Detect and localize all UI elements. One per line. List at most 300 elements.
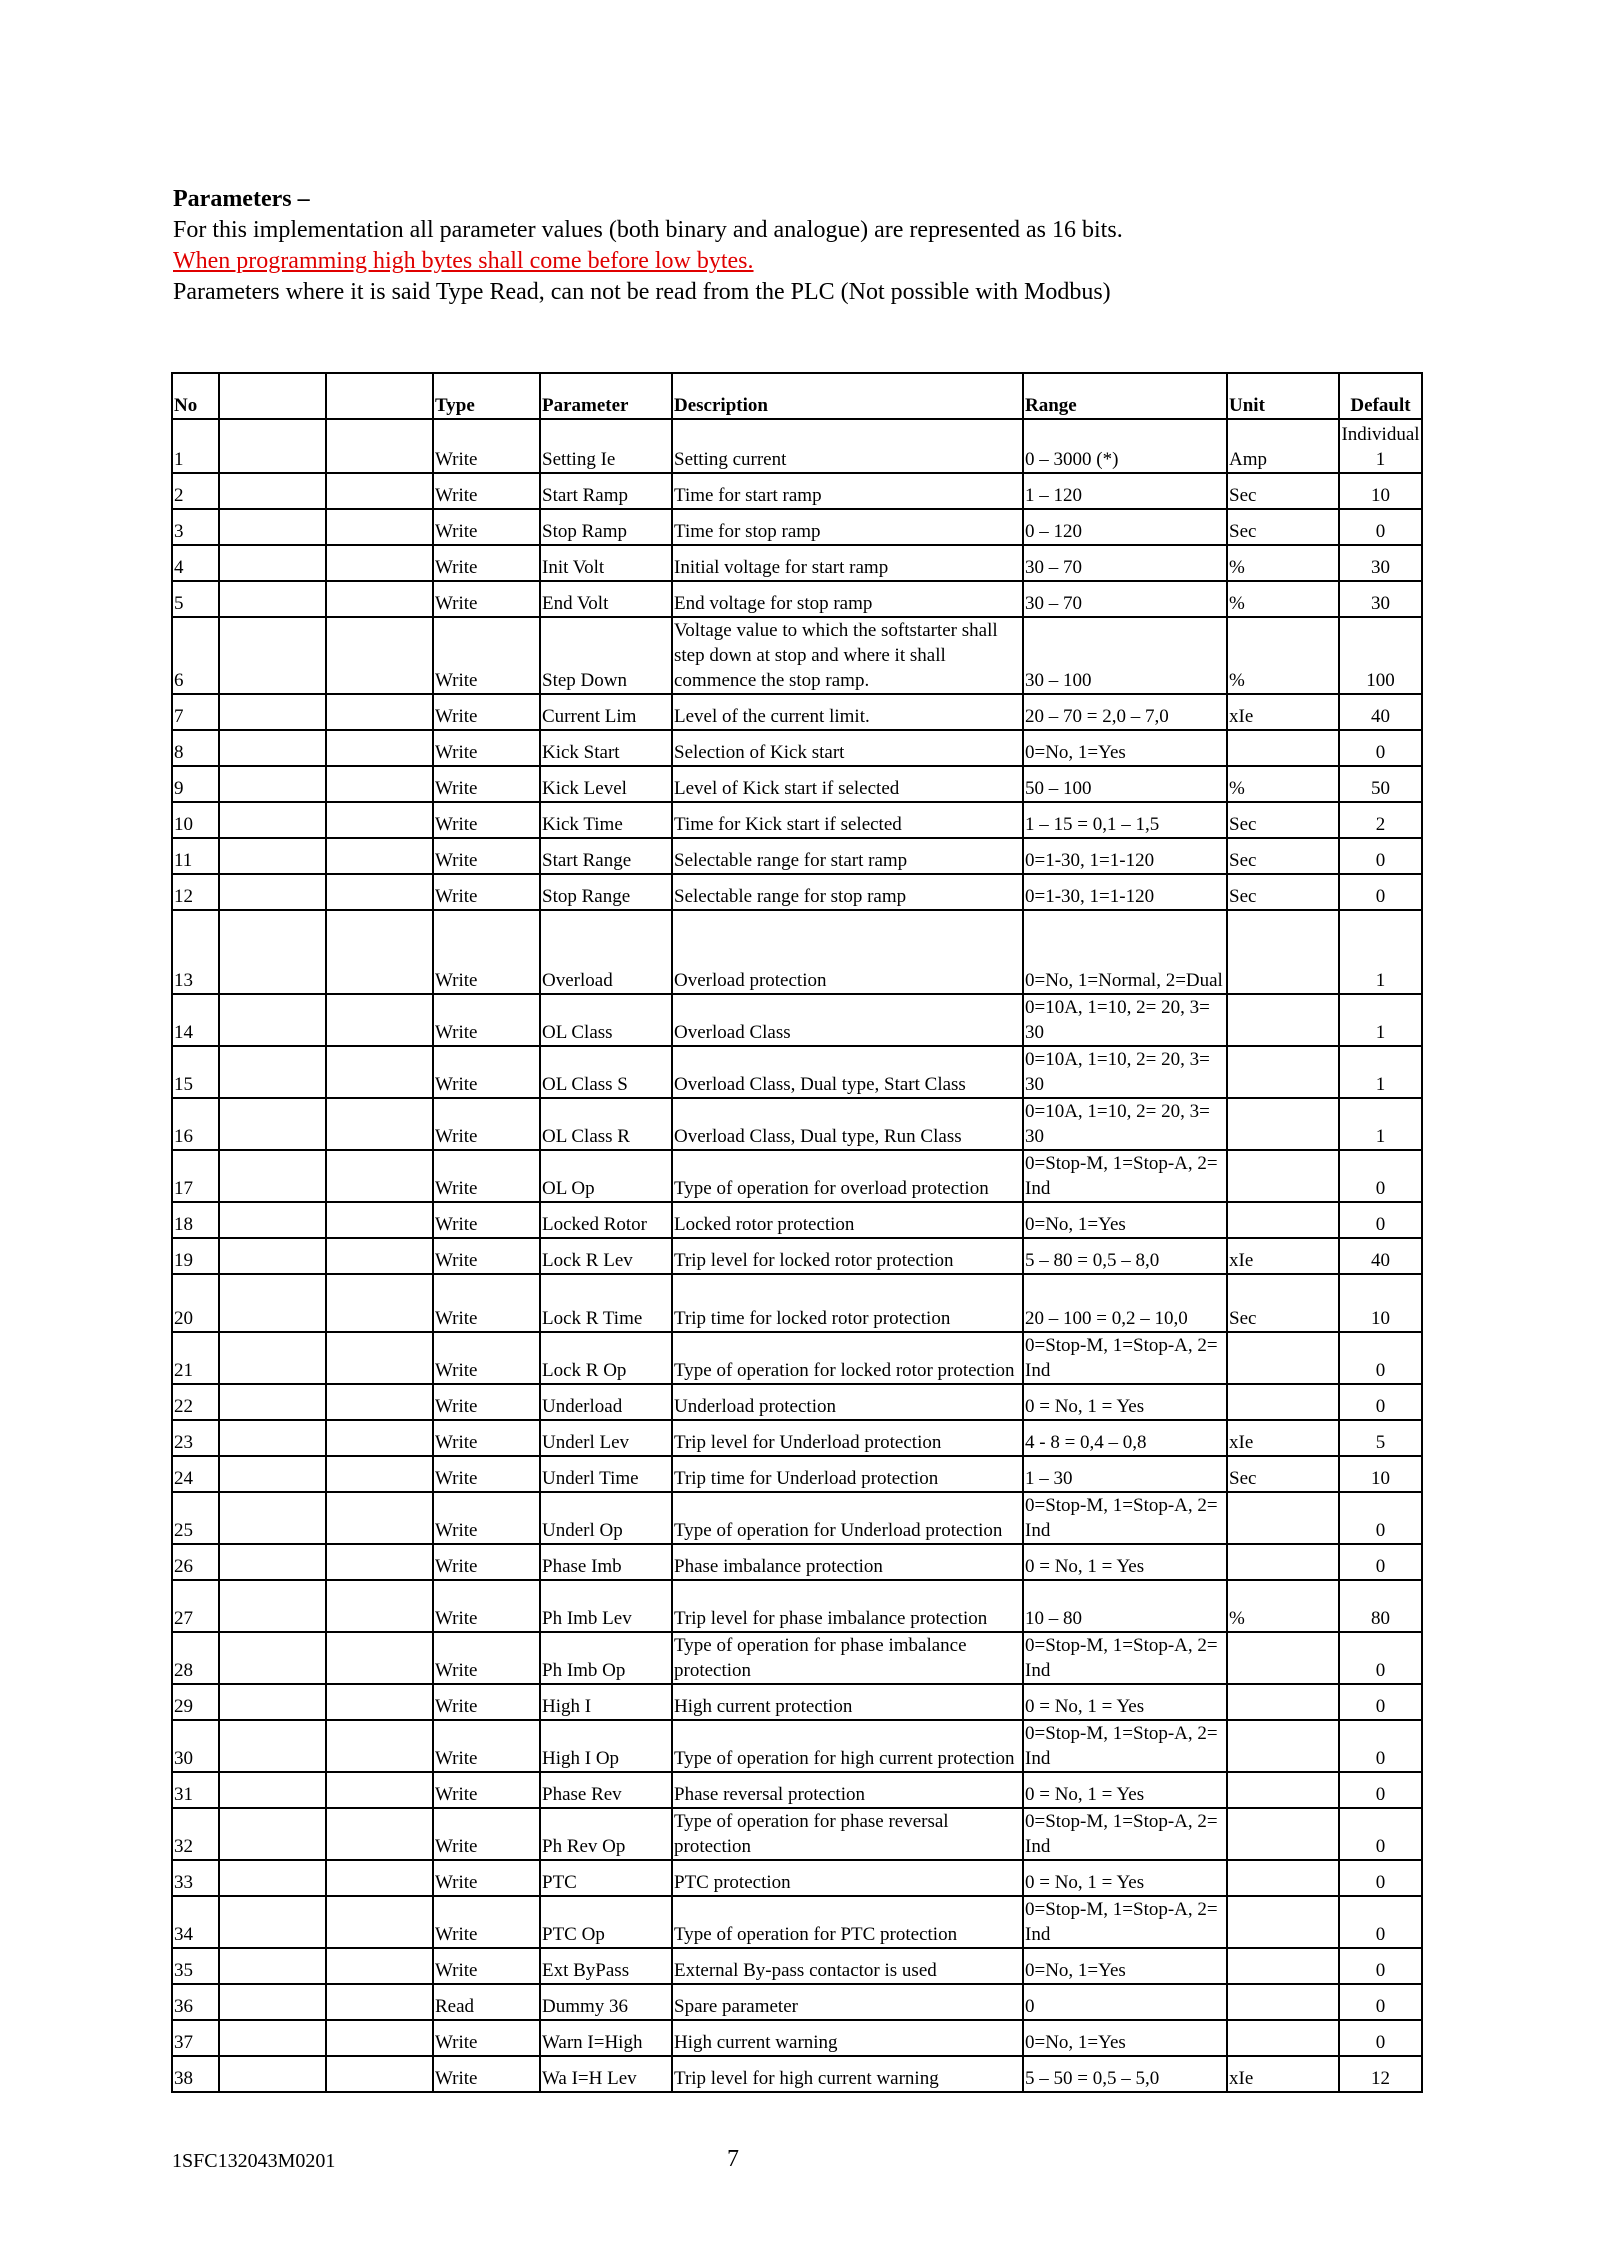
cell-range: 30 – 70: [1023, 581, 1227, 617]
cell-unit: %: [1227, 581, 1339, 617]
header-default: Default: [1339, 373, 1422, 419]
parameters-table: [171, 372, 1423, 2093]
cell-type: Write: [433, 1150, 540, 1202]
cell-blank: [219, 509, 326, 545]
cell-blank: [326, 2020, 433, 2056]
table-row: [172, 1384, 1422, 1420]
byte-order-warning: When programming high bytes shall come before low bytes.: [173, 248, 754, 274]
header-parameter: Parameter: [540, 373, 672, 419]
cell-blank: [219, 1948, 326, 1984]
cell-default: 0: [1339, 2020, 1422, 2056]
table-row: [172, 419, 1422, 473]
cell-default: Individual 1: [1339, 419, 1422, 473]
cell-blank: [219, 1984, 326, 2020]
cell-description: External By-pass contactor is used: [672, 1948, 1023, 1984]
cell-blank: [326, 1202, 433, 1238]
cell-parameter: Ph Imb Lev: [540, 1580, 672, 1632]
cell-blank: [326, 1860, 433, 1896]
cell-blank: [219, 1046, 326, 1098]
cell-no: 2: [172, 473, 219, 509]
cell-type: Write: [433, 2056, 540, 2092]
table-row: [172, 1632, 1422, 1684]
cell-blank: [326, 419, 433, 473]
cell-blank: [219, 1860, 326, 1896]
cell-blank: [326, 1150, 433, 1202]
cell-blank: [219, 1808, 326, 1860]
cell-range: 1 – 120: [1023, 473, 1227, 509]
cell-unit: %: [1227, 617, 1339, 694]
header-blank: [326, 373, 433, 419]
cell-blank: [219, 838, 326, 874]
cell-parameter: Lock R Op: [540, 1332, 672, 1384]
cell-blank: [326, 694, 433, 730]
cell-default: 40: [1339, 694, 1422, 730]
cell-type: Write: [433, 545, 540, 581]
table-row: [172, 1492, 1422, 1544]
cell-default: 0: [1339, 1632, 1422, 1684]
cell-type: Write: [433, 1720, 540, 1772]
cell-default: 0: [1339, 509, 1422, 545]
table-row: [172, 1580, 1422, 1632]
cell-type: Write: [433, 1772, 540, 1808]
cell-description: Type of operation for phase imbalance protection: [672, 1632, 1023, 1684]
cell-range: 0=No, 1=Yes: [1023, 730, 1227, 766]
cell-unit: [1227, 1984, 1339, 2020]
cell-no: 14: [172, 994, 219, 1046]
cell-description: Trip level for Underload protection: [672, 1420, 1023, 1456]
cell-unit: xIe: [1227, 694, 1339, 730]
cell-blank: [219, 617, 326, 694]
cell-parameter: Locked Rotor: [540, 1202, 672, 1238]
cell-type: Write: [433, 874, 540, 910]
cell-parameter: Kick Time: [540, 802, 672, 838]
cell-unit: [1227, 1684, 1339, 1720]
cell-no: 6: [172, 617, 219, 694]
cell-unit: %: [1227, 545, 1339, 581]
cell-description: Initial voltage for start ramp: [672, 545, 1023, 581]
cell-type: Read: [433, 1984, 540, 2020]
cell-unit: [1227, 1772, 1339, 1808]
cell-blank: [219, 1632, 326, 1684]
cell-parameter: PTC Op: [540, 1896, 672, 1948]
cell-default: 0: [1339, 1896, 1422, 1948]
cell-blank: [219, 1684, 326, 1720]
cell-no: 28: [172, 1632, 219, 1684]
cell-type: Write: [433, 1238, 540, 1274]
cell-blank: [326, 1684, 433, 1720]
cell-description: Overload Class, Dual type, Start Class: [672, 1046, 1023, 1098]
cell-no: 15: [172, 1046, 219, 1098]
cell-blank: [219, 545, 326, 581]
cell-blank: [326, 1948, 433, 1984]
cell-blank: [326, 1238, 433, 1274]
cell-no: 33: [172, 1860, 219, 1896]
cell-blank: [219, 1896, 326, 1948]
cell-blank: [219, 1202, 326, 1238]
cell-type: Write: [433, 1332, 540, 1384]
cell-default: 30: [1339, 545, 1422, 581]
cell-type: Write: [433, 2020, 540, 2056]
cell-description: Time for Kick start if selected: [672, 802, 1023, 838]
cell-parameter: Underload: [540, 1384, 672, 1420]
table-row: [172, 874, 1422, 910]
cell-default: 0: [1339, 1808, 1422, 1860]
cell-default: 0: [1339, 1544, 1422, 1580]
table-row: [172, 1274, 1422, 1332]
document-code: 1SFC132043M0201: [172, 2150, 336, 2172]
cell-no: 30: [172, 1720, 219, 1772]
intro-line-read-type: Parameters where it is said Type Read, can not be read from the PLC (Not possible with Modbus): [173, 279, 1111, 305]
cell-type: Write: [433, 994, 540, 1046]
cell-default: 40: [1339, 1238, 1422, 1274]
cell-no: 24: [172, 1456, 219, 1492]
cell-unit: [1227, 994, 1339, 1046]
cell-unit: Sec: [1227, 802, 1339, 838]
cell-description: Underload protection: [672, 1384, 1023, 1420]
cell-range: 4 - 8 = 0,4 – 0,8: [1023, 1420, 1227, 1456]
cell-parameter: Underl Time: [540, 1456, 672, 1492]
cell-description: Time for stop ramp: [672, 509, 1023, 545]
cell-blank: [326, 1772, 433, 1808]
cell-no: 10: [172, 802, 219, 838]
table-row: [172, 617, 1422, 694]
cell-no: 23: [172, 1420, 219, 1456]
cell-parameter: Ext ByPass: [540, 1948, 672, 1984]
header-unit: Unit: [1227, 373, 1339, 419]
cell-parameter: Setting Ie: [540, 419, 672, 473]
cell-blank: [219, 802, 326, 838]
cell-description: Type of operation for locked rotor protection: [672, 1332, 1023, 1384]
cell-blank: [326, 910, 433, 994]
table-row: [172, 766, 1422, 802]
table-row: [172, 1456, 1422, 1492]
table-header-row: [172, 373, 1422, 419]
cell-description: Level of Kick start if selected: [672, 766, 1023, 802]
cell-no: 25: [172, 1492, 219, 1544]
cell-parameter: Lock R Lev: [540, 1238, 672, 1274]
cell-description: Selectable range for start ramp: [672, 838, 1023, 874]
table-row: [172, 1238, 1422, 1274]
cell-default: 1: [1339, 994, 1422, 1046]
cell-parameter: High I: [540, 1684, 672, 1720]
cell-type: Write: [433, 1632, 540, 1684]
header-no: No: [172, 373, 219, 419]
cell-default: 0: [1339, 1860, 1422, 1896]
cell-default: 0: [1339, 1684, 1422, 1720]
cell-unit: [1227, 910, 1339, 994]
cell-default: 80: [1339, 1580, 1422, 1632]
cell-description: Type of operation for overload protection: [672, 1150, 1023, 1202]
cell-default: 0: [1339, 1202, 1422, 1238]
cell-no: 20: [172, 1274, 219, 1332]
cell-blank: [326, 1098, 433, 1150]
cell-range: 0=Stop-M, 1=Stop-A, 2= Ind: [1023, 1632, 1227, 1684]
cell-unit: [1227, 1332, 1339, 1384]
cell-type: Write: [433, 581, 540, 617]
cell-range: 0=No, 1=Yes: [1023, 2020, 1227, 2056]
cell-blank: [326, 838, 433, 874]
cell-description: Trip level for high current warning: [672, 2056, 1023, 2092]
cell-no: 11: [172, 838, 219, 874]
cell-type: Write: [433, 694, 540, 730]
cell-default: 0: [1339, 1720, 1422, 1772]
cell-default: 5: [1339, 1420, 1422, 1456]
cell-type: Write: [433, 802, 540, 838]
cell-description: Phase imbalance protection: [672, 1544, 1023, 1580]
cell-description: Type of operation for Underload protection: [672, 1492, 1023, 1544]
table-row: [172, 1808, 1422, 1860]
cell-blank: [326, 1274, 433, 1332]
cell-description: Trip time for locked rotor protection: [672, 1274, 1023, 1332]
cell-description: Overload Class: [672, 994, 1023, 1046]
cell-type: Write: [433, 1684, 540, 1720]
cell-description: Phase reversal protection: [672, 1772, 1023, 1808]
cell-parameter: Wa I=H Lev: [540, 2056, 672, 2092]
cell-parameter: Phase Rev: [540, 1772, 672, 1808]
cell-unit: [1227, 1098, 1339, 1150]
cell-default: 2: [1339, 802, 1422, 838]
cell-no: 18: [172, 1202, 219, 1238]
cell-parameter: Warn I=High: [540, 2020, 672, 2056]
cell-range: 10 – 80: [1023, 1580, 1227, 1632]
cell-blank: [219, 766, 326, 802]
cell-no: 35: [172, 1948, 219, 1984]
cell-parameter: Lock R Time: [540, 1274, 672, 1332]
cell-range: 0 – 120: [1023, 509, 1227, 545]
cell-default: 1: [1339, 1046, 1422, 1098]
cell-parameter: OL Class: [540, 994, 672, 1046]
cell-range: 1 – 15 = 0,1 – 1,5: [1023, 802, 1227, 838]
cell-no: 36: [172, 1984, 219, 2020]
cell-unit: [1227, 1896, 1339, 1948]
cell-no: 13: [172, 910, 219, 994]
cell-parameter: PTC: [540, 1860, 672, 1896]
cell-no: 31: [172, 1772, 219, 1808]
cell-blank: [326, 1332, 433, 1384]
cell-parameter: Current Lim: [540, 694, 672, 730]
cell-range: 0=Stop-M, 1=Stop-A, 2= Ind: [1023, 1720, 1227, 1772]
cell-type: Write: [433, 1492, 540, 1544]
cell-parameter: Phase Imb: [540, 1544, 672, 1580]
cell-no: 1: [172, 419, 219, 473]
cell-blank: [326, 766, 433, 802]
cell-type: Write: [433, 1456, 540, 1492]
cell-unit: [1227, 730, 1339, 766]
cell-unit: xIe: [1227, 2056, 1339, 2092]
header-description: Description: [672, 373, 1023, 419]
cell-no: 3: [172, 509, 219, 545]
cell-unit: Sec: [1227, 838, 1339, 874]
cell-parameter: Dummy 36: [540, 1984, 672, 2020]
table-row: [172, 838, 1422, 874]
cell-no: 5: [172, 581, 219, 617]
cell-blank: [326, 1808, 433, 1860]
cell-default: 0: [1339, 1492, 1422, 1544]
cell-type: Write: [433, 509, 540, 545]
cell-blank: [219, 694, 326, 730]
cell-default: 10: [1339, 1274, 1422, 1332]
cell-unit: Amp: [1227, 419, 1339, 473]
cell-blank: [326, 1580, 433, 1632]
cell-default: 1: [1339, 910, 1422, 994]
cell-description: Type of operation for high current protection: [672, 1720, 1023, 1772]
cell-unit: [1227, 2020, 1339, 2056]
cell-unit: %: [1227, 1580, 1339, 1632]
table-row: [172, 1150, 1422, 1202]
cell-no: 8: [172, 730, 219, 766]
cell-parameter: Start Ramp: [540, 473, 672, 509]
cell-range: 0=1-30, 1=1-120: [1023, 874, 1227, 910]
table-row: [172, 1948, 1422, 1984]
cell-default: 0: [1339, 1332, 1422, 1384]
cell-no: 38: [172, 2056, 219, 2092]
cell-blank: [326, 1896, 433, 1948]
cell-range: 1 – 30: [1023, 1456, 1227, 1492]
cell-range: 0=Stop-M, 1=Stop-A, 2= Ind: [1023, 1492, 1227, 1544]
header-range: Range: [1023, 373, 1227, 419]
cell-parameter: Step Down: [540, 617, 672, 694]
cell-no: 17: [172, 1150, 219, 1202]
cell-description: Overload protection: [672, 910, 1023, 994]
cell-range: 0 = No, 1 = Yes: [1023, 1772, 1227, 1808]
cell-type: Write: [433, 419, 540, 473]
cell-parameter: Stop Range: [540, 874, 672, 910]
cell-range: 0 – 3000 (*): [1023, 419, 1227, 473]
cell-type: Write: [433, 1202, 540, 1238]
cell-blank: [219, 1098, 326, 1150]
table-row: [172, 1984, 1422, 2020]
cell-blank: [219, 1384, 326, 1420]
cell-no: 22: [172, 1384, 219, 1420]
cell-unit: [1227, 1202, 1339, 1238]
cell-type: Write: [433, 910, 540, 994]
table-row: [172, 473, 1422, 509]
cell-range: 30 – 70: [1023, 545, 1227, 581]
cell-range: 0=Stop-M, 1=Stop-A, 2= Ind: [1023, 1332, 1227, 1384]
cell-range: 0=No, 1=Normal, 2=Dual: [1023, 910, 1227, 994]
table-row: [172, 694, 1422, 730]
cell-blank: [326, 617, 433, 694]
cell-description: Setting current: [672, 419, 1023, 473]
cell-blank: [326, 1632, 433, 1684]
cell-blank: [219, 581, 326, 617]
page-number: 7: [727, 2146, 739, 2172]
cell-blank: [219, 910, 326, 994]
cell-parameter: Stop Ramp: [540, 509, 672, 545]
cell-unit: [1227, 1492, 1339, 1544]
cell-parameter: Ph Imb Op: [540, 1632, 672, 1684]
cell-range: 0=1-30, 1=1-120: [1023, 838, 1227, 874]
cell-description: Trip level for locked rotor protection: [672, 1238, 1023, 1274]
cell-description: High current warning: [672, 2020, 1023, 2056]
table-row: [172, 730, 1422, 766]
cell-no: 21: [172, 1332, 219, 1384]
cell-default: 30: [1339, 581, 1422, 617]
cell-blank: [326, 1544, 433, 1580]
cell-blank: [219, 1720, 326, 1772]
cell-no: 7: [172, 694, 219, 730]
cell-description: Level of the current limit.: [672, 694, 1023, 730]
table-row: [172, 581, 1422, 617]
cell-blank: [219, 2020, 326, 2056]
cell-range: 5 – 50 = 0,5 – 5,0: [1023, 2056, 1227, 2092]
cell-blank: [219, 1150, 326, 1202]
cell-parameter: Underl Lev: [540, 1420, 672, 1456]
cell-type: Write: [433, 1384, 540, 1420]
cell-description: Selection of Kick start: [672, 730, 1023, 766]
cell-unit: Sec: [1227, 473, 1339, 509]
cell-type: Write: [433, 1948, 540, 1984]
cell-description: High current protection: [672, 1684, 1023, 1720]
cell-unit: [1227, 1384, 1339, 1420]
cell-parameter: Overload: [540, 910, 672, 994]
table-row: [172, 545, 1422, 581]
cell-no: 4: [172, 545, 219, 581]
cell-range: 0=No, 1=Yes: [1023, 1948, 1227, 1984]
cell-default: 0: [1339, 1948, 1422, 1984]
cell-blank: [219, 1492, 326, 1544]
cell-description: Voltage value to which the softstarter shall step down at stop and where it shall commence the stop ramp.: [672, 617, 1023, 694]
cell-parameter: Underl Op: [540, 1492, 672, 1544]
cell-type: Write: [433, 1580, 540, 1632]
cell-blank: [219, 1332, 326, 1384]
cell-blank: [219, 994, 326, 1046]
cell-type: Write: [433, 1544, 540, 1580]
cell-range: 0=Stop-M, 1=Stop-A, 2= Ind: [1023, 1808, 1227, 1860]
cell-unit: [1227, 1720, 1339, 1772]
cell-unit: Sec: [1227, 1456, 1339, 1492]
cell-blank: [326, 1720, 433, 1772]
cell-unit: xIe: [1227, 1420, 1339, 1456]
cell-default: 0: [1339, 838, 1422, 874]
cell-blank: [219, 1580, 326, 1632]
cell-default: 1: [1339, 1098, 1422, 1150]
cell-type: Write: [433, 1808, 540, 1860]
cell-range: 0=Stop-M, 1=Stop-A, 2= Ind: [1023, 1150, 1227, 1202]
table-row: [172, 1202, 1422, 1238]
cell-blank: [326, 730, 433, 766]
cell-unit: [1227, 1544, 1339, 1580]
cell-parameter: Init Volt: [540, 545, 672, 581]
cell-description: Type of operation for phase reversal protection: [672, 1808, 1023, 1860]
cell-description: PTC protection: [672, 1860, 1023, 1896]
header-type: Type: [433, 373, 540, 419]
cell-parameter: OL Class R: [540, 1098, 672, 1150]
cell-blank: [219, 473, 326, 509]
cell-range: 50 – 100: [1023, 766, 1227, 802]
table-row: [172, 994, 1422, 1046]
table-row: [172, 1544, 1422, 1580]
table-row: [172, 1860, 1422, 1896]
table-row: [172, 1684, 1422, 1720]
cell-description: Trip level for phase imbalance protection: [672, 1580, 1023, 1632]
table-row: [172, 2056, 1422, 2092]
cell-unit: [1227, 1150, 1339, 1202]
cell-parameter: Kick Level: [540, 766, 672, 802]
cell-blank: [326, 1384, 433, 1420]
cell-blank: [219, 419, 326, 473]
cell-no: 12: [172, 874, 219, 910]
cell-blank: [326, 1984, 433, 2020]
cell-parameter: OL Class S: [540, 1046, 672, 1098]
cell-blank: [219, 1772, 326, 1808]
cell-range: 0=Stop-M, 1=Stop-A, 2= Ind: [1023, 1896, 1227, 1948]
cell-range: 0 = No, 1 = Yes: [1023, 1384, 1227, 1420]
table-row: [172, 802, 1422, 838]
cell-blank: [326, 802, 433, 838]
cell-no: 27: [172, 1580, 219, 1632]
cell-blank: [219, 1456, 326, 1492]
